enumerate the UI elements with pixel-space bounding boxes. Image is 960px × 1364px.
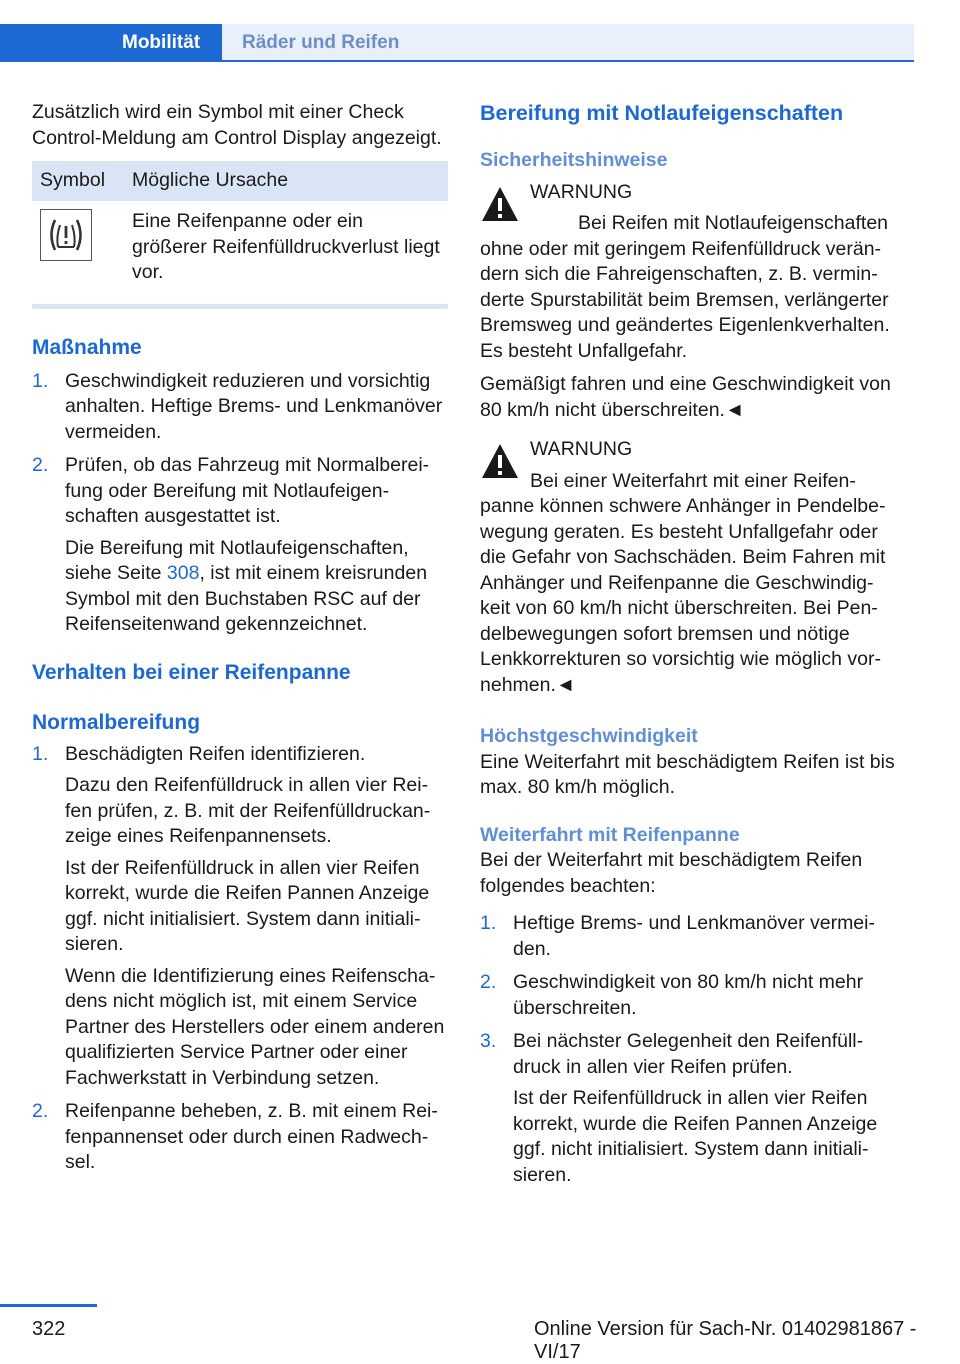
col-header-cause: Mögliche Ursache <box>124 161 448 201</box>
warning-body-text: Bei Reifen mit Notlaufeigenschaften ohne oder mit geringem Reifenfülldruck verändern sich die Fahreigenschaften, z. B. verminderte Spurstabilität beim Bremsen, verlängerter Bremsweg und geändertes Eigenlenkverhalten. Es besteht Unfallgefahr. <box>480 212 890 362</box>
warning-box-1 <box>480 180 896 424</box>
list-text: Beschädigten Reifen identifizieren. <box>65 742 366 765</box>
list-item <box>32 369 448 446</box>
massnahme-list <box>32 369 448 638</box>
header-bar <box>0 0 960 62</box>
warning-triangle-icon <box>480 184 520 224</box>
list-text: Bei nächster Gelegenheit den Reifenfülldruck in allen vier Reifen prüfen. <box>513 1030 864 1078</box>
intro-text: Zusätzlich wird ein Symbol mit einer Check Control-Meldung am Control Display angezeigt. <box>32 101 442 149</box>
list-number: 2. <box>480 971 497 993</box>
page-link-308[interactable]: 308 <box>166 562 200 584</box>
symbol-cell <box>32 201 124 296</box>
weiterfahrt-intro: Bei der Weiterfahrt mit beschädigtem Reifen folgendes beachten: <box>480 849 863 897</box>
list-item <box>32 1099 448 1176</box>
heading-bereifung-notlauf: Bereifung mit Notlaufeigenschaften <box>480 101 844 125</box>
list-text: Reifenpanne beheben, z. B. mit einem Reifenpannenset oder durch einen Radwechsel. <box>65 1100 438 1173</box>
weiterfahrt-list <box>480 911 896 1188</box>
list-text: Prüfen, ob das Fahrzeug mit Normalbereifung oder Bereifung mit Notlaufeigenschaften ausgestattet ist. <box>65 454 430 527</box>
warning-box-2 <box>480 437 896 698</box>
list-subtext: Wenn die Identifizierung eines Reifenschadens nicht möglich ist, mit einem Service Partner des Herstellers oder einem anderen qualifizierten Service Partner oder einer Fachwerkstatt in Verbindung setzen. <box>65 964 445 1089</box>
heading-verhalten: Verhalten bei einer Reifenpanne <box>32 660 351 684</box>
warning-body <box>480 211 896 364</box>
warning-body-text: Bei einer Weiterfahrt mit einer Reifenpanne können schwere Anhänger in Pendelbewegung geraten. Es besteht Unfallgefahr oder die Gefahr von Sachschäden. Beim Fahren mit Anhänger und Reifenpanne die Geschwindigkeit von 60 km/h nicht überschreiten. Bei Pendelbewegungen sofort bremsen und nötige Lenkkorrekturen so vorsichtig wie möglich vornehmen.◄ <box>480 469 886 696</box>
page-number: 322 <box>32 1318 66 1340</box>
list-item <box>32 453 448 638</box>
warning-triangle-icon <box>480 441 520 481</box>
heading-normalbereifung: Normalbereifung <box>32 710 201 734</box>
list-text: Geschwindigkeit reduzieren und vorsichtig anhalten. Heftige Brems- und Lenkmanöver vermeiden. <box>65 369 443 443</box>
list-text: Geschwindigkeit von 80 km/h nicht mehr überschreiten. <box>513 971 864 1019</box>
footer-rule <box>0 1304 97 1307</box>
warning-title: WARNUNG <box>530 438 633 460</box>
left-column <box>32 100 448 1184</box>
list-subtext: Ist der Reifenfülldruck in allen vier Reifen korrekt, wurde die Reifen Pannen Anzeige ggf. nicht initialisiert. System dann initialisieren. <box>513 1087 878 1186</box>
list-subtext: Dazu den Reifenfülldruck in allen vier Reifen prüfen, z. B. mit der Reifenfülldruckanzeige eines Reifenpannensets. <box>65 774 431 847</box>
online-version-text: Online Version für Sach-Nr. 01402981867 - VI/17 <box>534 1318 917 1363</box>
hoechst-text: Eine Weiterfahrt mit beschädigtem Reifen ist bis max. 80 km/h möglich. <box>480 750 895 798</box>
tire-pressure-warning-icon <box>40 209 92 261</box>
symbol-table <box>32 161 448 296</box>
list-item <box>32 742 448 1092</box>
list-text: Heftige Brems- und Lenkmanöver vermeiden. <box>513 912 875 960</box>
normal-list <box>32 742 448 1176</box>
tab-mobilitaet[interactable]: Mobilität <box>0 24 222 62</box>
subtext-part: , ist mit einem kreisrunden Symbol mit den Buchstaben RSC auf der Reifenseitenwand gekennzeichnet. <box>65 562 428 635</box>
right-column <box>480 100 896 1196</box>
list-item <box>480 1029 896 1188</box>
warning-body <box>480 469 896 699</box>
warning-title: WARNUNG <box>530 180 633 203</box>
list-item <box>480 970 896 1021</box>
heading-massnahme: Maßnahme <box>32 335 142 359</box>
tab-raeder-und-reifen[interactable]: Räder und Reifen <box>222 24 914 62</box>
list-number: 1. <box>32 369 49 392</box>
warning-note: Gemäßigt fahren und eine Geschwindigkeit von 80 km/h nicht überschreiten.◄ <box>480 373 891 421</box>
list-subtext: Ist der Reifenfülldruck in allen vier Reifen korrekt, wurde die Reifen Pannen Anzeige ggf. nicht initialisiert. System dann initialisieren. <box>65 856 430 955</box>
table-row <box>32 201 448 296</box>
table-divider <box>32 304 448 309</box>
subtext-part: Die Bereifung mit Notlaufeigenschaften, siehe Seite <box>65 536 409 584</box>
list-number: 1. <box>32 742 49 765</box>
list-number: 3. <box>480 1030 497 1052</box>
list-number: 2. <box>32 1100 49 1122</box>
list-number: 2. <box>32 454 49 476</box>
heading-weiterfahrt: Weiterfahrt mit Reifenpanne <box>480 823 740 846</box>
col-header-symbol: Symbol <box>32 161 124 201</box>
heading-hoechstgeschwindigkeit: Höchstgeschwindigkeit <box>480 725 698 747</box>
heading-sicherheitshinweise: Sicherheitshinweise <box>480 149 668 171</box>
list-number: 1. <box>480 912 497 934</box>
table-header-row <box>32 161 448 201</box>
list-subtext <box>65 536 448 638</box>
cause-cell: Eine Reifenpanne oder ein größerer Reifenfülldruckverlust liegt vor. <box>132 210 440 283</box>
list-item <box>480 911 896 962</box>
